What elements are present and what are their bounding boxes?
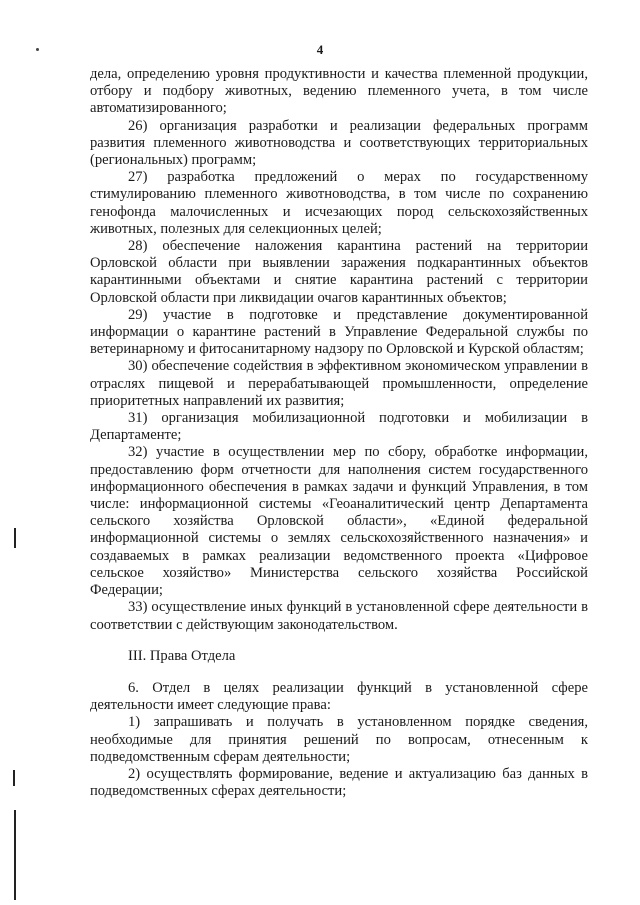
list-item-26: 26) организация разработки и реализации федеральных программ развития племенного животноводства и соответствующих территориальных (региональных) программ; — [90, 117, 588, 169]
section-heading: III. Права Отдела — [128, 647, 236, 664]
list-item-33: 33) осуществление иных функций в установленной сфере деятельности в соответствии с действующим законодательством. — [90, 599, 588, 633]
rights-intro: 6. Отдел в целях реализации функций в установленной сфере деятельности имеет следующие права: — [90, 679, 588, 714]
list-item-32: 32) участие в осуществлении мер по сбору, обработке информации, предоставлению форм отчетности для наполнения систем государственного информационного обеспечения в рамках задачи и функций Управления, в том числе: информационной системы «Геоаналитический центр Департамента сельского хозяйства Орловской области», «Единой федеральной информационной системы о землях сельскохозяйственного назначения» и создаваемых в рамках реализации ведомственного проекта «Цифровое сельское хозяйство» Министерства сельского хозяйства Российской Федерации; — [90, 444, 588, 599]
list-item-28: 28) обеспечение наложения карантина растений на территории Орловской области при выявлении заражения подкарантинных объектов карантинными объектами и снятие карантина растений с территории Орловской области при ликвидации очагов карантинных объектов; — [90, 238, 588, 306]
document-body — [90, 66, 588, 800]
scan-mark — [14, 528, 16, 548]
page-number: 4 — [316, 42, 324, 57]
list-item-29: 29) участие в подготовке и представление документированной информации о карантине растений в Управление Федеральной службы по ветеринарному и фитосанитарному надзору по Орловской и Курской областям; — [90, 306, 588, 358]
scan-mark — [14, 810, 16, 900]
list-item-31: 31) организация мобилизационной подготовки и мобилизации в Департаменте; — [90, 410, 588, 444]
rights-item-1: 1) запрашивать и получать в установленном порядке сведения, необходимые для принятия решений по вопросам, отнесенным к подведомственным сферам деятельности; — [90, 714, 588, 765]
scan-mark — [13, 770, 15, 786]
paragraph-continuation: дела, определению уровня продуктивности и качества племенной продукции, отбору и подбору животных, ведению племенного учета, в том числе автоматизированного; — [90, 66, 588, 117]
list-item-30: 30) обеспечение содействия в эффективном экономическом управлении в отраслях пищевой и перерабатывающей промышленности, определение приоритетных направлений их развития; — [90, 358, 588, 409]
list-item-27: 27) разработка предложений о мерах по государственному стимулированию племенного животноводства, в том числе по сохранению генофонда малочисленных и исчезающих пород сельскохозяйственных животных, полезных для селекционных целей; — [90, 169, 588, 237]
scan-dot — [36, 48, 39, 51]
rights-item-2: 2) осуществлять формирование, ведение и актуализацию баз данных в подведомственных сферах деятельности; — [90, 765, 588, 800]
